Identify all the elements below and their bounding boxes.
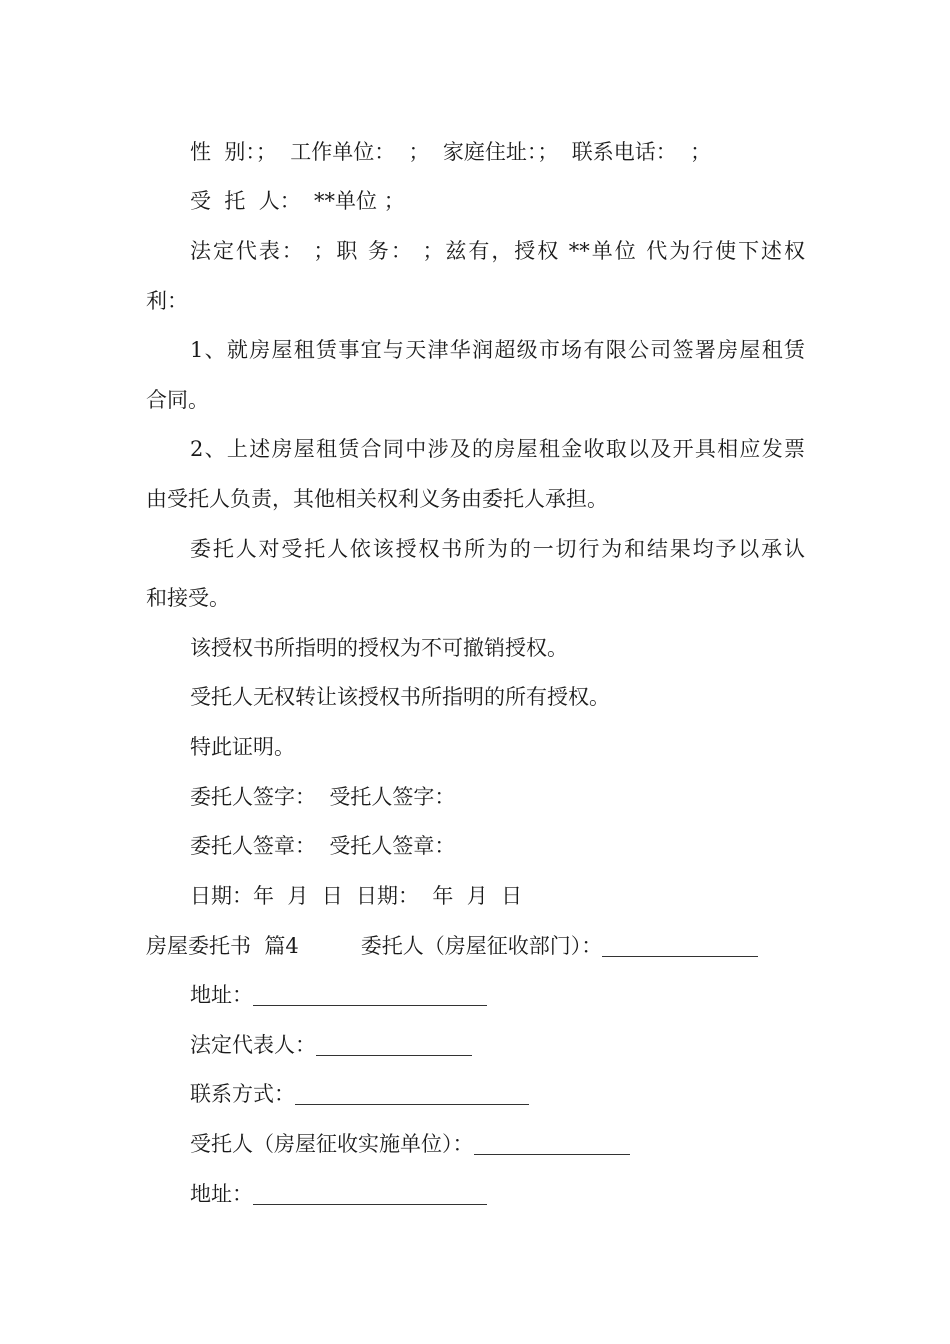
irrevocable-line: 该授权书所指明的授权为不可撤销授权。: [190, 636, 568, 660]
principal-label: 委托人（房屋征收部门）：: [360, 934, 603, 958]
section-heading: 房屋委托书 篇4: [146, 934, 299, 958]
signature-line: 委托人签字： 受托人签字：: [190, 785, 456, 809]
legal-rep-line-cont: 利：: [146, 289, 188, 313]
no-transfer-line: 受托人无权转让该授权书所指明的所有授权。: [190, 685, 610, 709]
contact-field[interactable]: [295, 1082, 529, 1105]
certification-line: 特此证明。: [190, 735, 295, 759]
date-line: 日期：年 月 日 日期： 年 月 日: [190, 884, 523, 908]
item-2-line-cont: 由受托人负责，其他相关权利义务由委托人承担。: [146, 487, 608, 511]
item-2-line: 2、上述房屋租赁合同中涉及的房屋租金收取以及开具相应发票: [190, 437, 805, 461]
agent-line: 受 托 人： **单位 ；: [190, 189, 405, 213]
address2-row: [190, 1179, 487, 1209]
item-1-line-cont: 合同。: [146, 388, 209, 412]
legal-rep-label: 法定代表人：: [190, 1033, 316, 1057]
section4-principal-row: [146, 931, 758, 961]
agent-row: [190, 1129, 630, 1159]
principal-field[interactable]: [602, 934, 758, 957]
address2-field[interactable]: [253, 1182, 487, 1205]
address-field[interactable]: [253, 983, 487, 1006]
contact-row: [190, 1079, 529, 1109]
acceptance-line: 委托人对受托人依该授权书所为的一切行为和结果均予以承认: [190, 537, 805, 561]
legal-rep-row: [190, 1030, 472, 1060]
agent-label: 受托人（房屋征收实施单位）：: [190, 1132, 474, 1156]
contact-label: 联系方式：: [190, 1082, 295, 1106]
legal-rep-line: 法定代表： ；职 务： ；兹有，授权 **单位 代为行使下述权: [190, 239, 805, 263]
seal-line: 委托人签章： 受托人签章：: [190, 834, 456, 858]
legal-rep-field[interactable]: [316, 1033, 472, 1056]
acceptance-line-cont: 和接受。: [146, 586, 230, 610]
agent-field[interactable]: [474, 1132, 630, 1155]
address-label: 地址：: [190, 983, 253, 1007]
principal-info-line: 性 别：； 工作单位： ； 家庭住址：； 联系电话： ；: [190, 140, 712, 164]
item-1-line: 1、就房屋租赁事宜与天津华润超级市场有限公司签署房屋租赁: [190, 338, 805, 362]
address2-label: 地址：: [190, 1182, 253, 1206]
address-row: [190, 980, 487, 1010]
